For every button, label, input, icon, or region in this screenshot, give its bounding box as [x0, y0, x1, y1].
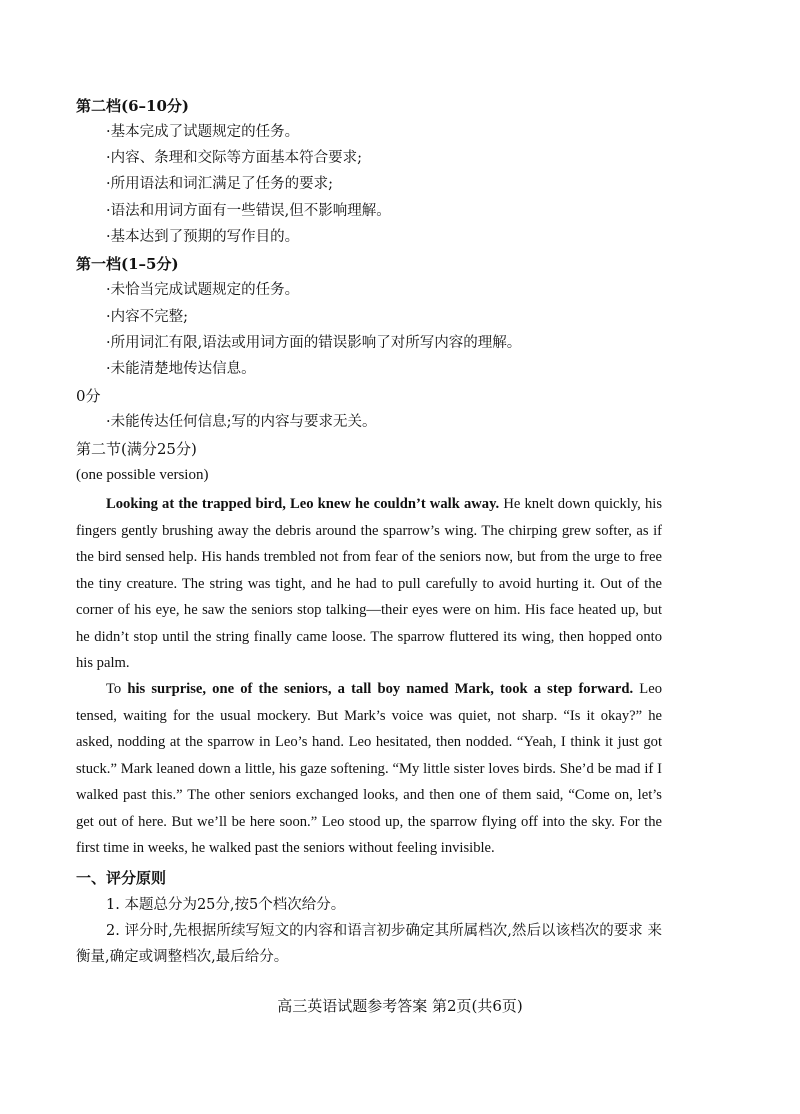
level2-bullet: ·基本达到了预期的写作目的。 [106, 229, 300, 245]
level1-bullet: ·内容不完整; [106, 309, 188, 325]
section2-title: 第二节(满分25分) [76, 440, 197, 458]
essay-paragraph-2 [76, 676, 662, 862]
paragraph-1-body: He knelt down quickly, his fingers gently brushing away the debris around the sparrow’s wing. The chirping grew softer, as if the bird sensed help. His hands trembled not from fear of the seniors now, but from the urge to free the tiny creature. The string was tight, and he had to pull carefully to avoid hurting it. Out of the corner of his eye, he saw the seniors stop talking—their eyes were on him. His face heated up, but he didn’t stop until the string finally came loose. The sparrow fluttered its wing, then hopped onto his palm. [76, 496, 662, 671]
level2-heading: 第二档(6–10分) [76, 97, 190, 115]
page-footer: 高三英语试题参考答案 第2页(共6页) [277, 997, 523, 1015]
level1-bullet: ·未能清楚地传达信息。 [106, 361, 256, 377]
level0-heading: 0分 [76, 387, 101, 405]
paragraph-2-body: Leo tensed, waiting for the usual mockery. But Mark’s voice was quiet, not sharp. “Is it okay?” he asked, nodding at the sparrow in Leo’s hand. Leo hesitated, then nodded. “Yeah, I think it just got stuck.” Mark leaned down a little, his gaze softening. “My little sister loves birds. She’d be mad if I walked past this.” The other seniors exchanged looks, and then one of them said, “Come on, let’s get out of here. But we’ll be here soon.” Leo stood up, the sparrow flying off into the sky. For the first time in weeks, he walked past the seniors without feeling invisible. [76, 681, 662, 856]
scoring-heading: 一、评分原则 [76, 869, 167, 887]
level0-bullet: ·未能传达任何信息;写的内容与要求无关。 [106, 414, 377, 430]
level1-heading: 第一档(1–5分) [76, 255, 179, 273]
level2-bullet: ·内容、条理和交际等方面基本符合要求; [106, 150, 362, 166]
level2-bullet: ·语法和用词方面有一些错误,但不影响理解。 [106, 203, 391, 219]
level2-bullet: ·基本完成了试题规定的任务。 [106, 124, 300, 140]
level1-bullet: ·未恰当完成试题规定的任务。 [106, 282, 300, 298]
scoring-rule: 2. 评分时,先根据所续写短文的内容和语言初步确定其所属档次,然后以该档次的要求 来衡量,确定或调整档次,最后给分。 [76, 923, 662, 965]
paragraph-2-lead-prefix: To [106, 681, 122, 697]
paragraph-1-lead: Looking at the trapped bird, Leo knew he couldn’t walk away. [106, 496, 500, 512]
level2-bullet: ·所用语法和词汇满足了任务的要求; [106, 176, 333, 192]
level1-bullet: ·所用词汇有限,语法或用词方面的错误影响了对所写内容的理解。 [106, 335, 522, 351]
version-note: (one possible version) [76, 467, 209, 483]
paragraph-2-lead: his surprise, one of the seniors, a tall boy named Mark, took a step forward. [121, 681, 634, 697]
scoring-rule: 1. 本题总分为25分,按5个档次给分。 [106, 897, 346, 913]
essay-paragraph-1 [76, 491, 662, 677]
